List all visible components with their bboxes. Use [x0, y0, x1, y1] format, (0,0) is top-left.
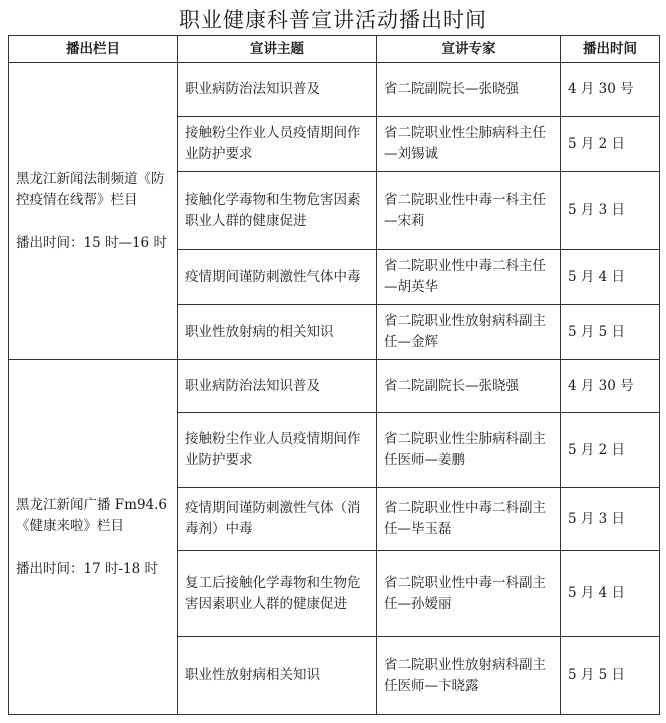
table-row [9, 63, 660, 117]
document-title: 职业健康科普宣讲活动播出时间 [179, 8, 487, 32]
header-program: 播出栏目 [9, 36, 178, 63]
expert-cell: 省二院职业性放射病科副主任医师—卞晓露 [377, 637, 561, 715]
date-cell: 4 月 30 号 [561, 360, 660, 413]
broadcast-schedule-table [8, 35, 660, 715]
date-cell: 5 月 5 日 [561, 637, 660, 715]
topic-cell: 接触粉尘作业人员疫情期间作业防护要求 [178, 117, 377, 172]
date-cell: 5 月 3 日 [561, 172, 660, 250]
expert-cell: 省二院副院长—张晓强 [377, 360, 561, 413]
topic-cell: 疫情期间谨防刺激性气体（消毒剂）中毒 [178, 488, 377, 551]
header-time: 播出时间 [561, 36, 660, 63]
expert-cell: 省二院职业性尘肺病科副主任医师—姜鹏 [377, 413, 561, 488]
date-cell: 5 月 5 日 [561, 305, 660, 360]
topic-cell: 复工后接触化学毒物和生物危害因素职业人群的健康促进 [178, 551, 377, 637]
header-expert: 宣讲专家 [377, 36, 561, 63]
table-header-row [9, 36, 660, 63]
expert-cell: 省二院职业性放射病科副主任—金辉 [377, 305, 561, 360]
table-row [9, 360, 660, 413]
expert-cell: 省二院副院长—张晓强 [377, 63, 561, 117]
expert-cell: 省二院职业性中毒一科主任—宋莉 [377, 172, 561, 250]
topic-cell: 疫情期间谨防刺激性气体中毒 [178, 250, 377, 305]
expert-cell: 省二院职业性尘肺病科主任—刘锡诚 [377, 117, 561, 172]
topic-cell: 职业病防治法知识普及 [178, 63, 377, 117]
program-cell-radio [9, 360, 178, 715]
date-cell: 5 月 2 日 [561, 117, 660, 172]
date-cell: 5 月 4 日 [561, 250, 660, 305]
program-name: 黑龙江新闻广播 Fm94.6《健康来啦》栏目 [16, 496, 168, 534]
program-time: 播出时间：17 时-18 时 [16, 560, 159, 577]
topic-cell: 职业性放射病的相关知识 [178, 305, 377, 360]
topic-cell: 接触化学毒物和生物危害因素职业人群的健康促进 [178, 172, 377, 250]
date-cell: 5 月 2 日 [561, 413, 660, 488]
date-cell: 5 月 4 日 [561, 551, 660, 637]
expert-cell: 省二院职业性中毒二科副主任—毕玉磊 [377, 488, 561, 551]
topic-cell: 职业病防治法知识普及 [178, 360, 377, 413]
topic-cell: 接触粉尘作业人员疫情期间作业防护要求 [178, 413, 377, 488]
program-name: 黑龙江新闻法制频道《防控疫情在线帮》栏目 [16, 170, 165, 208]
topic-cell: 职业性放射病相关知识 [178, 637, 377, 715]
date-cell: 4 月 30 号 [561, 63, 660, 117]
expert-cell: 省二院职业性中毒一科副主任—孙嫒丽 [377, 551, 561, 637]
program-cell-tv [9, 63, 178, 360]
date-cell: 5 月 3 日 [561, 488, 660, 551]
header-topic: 宣讲主题 [178, 36, 377, 63]
program-time: 播出时间：15 时—16 时 [16, 234, 167, 251]
expert-cell: 省二院职业性中毒二科主任—胡英华 [377, 250, 561, 305]
